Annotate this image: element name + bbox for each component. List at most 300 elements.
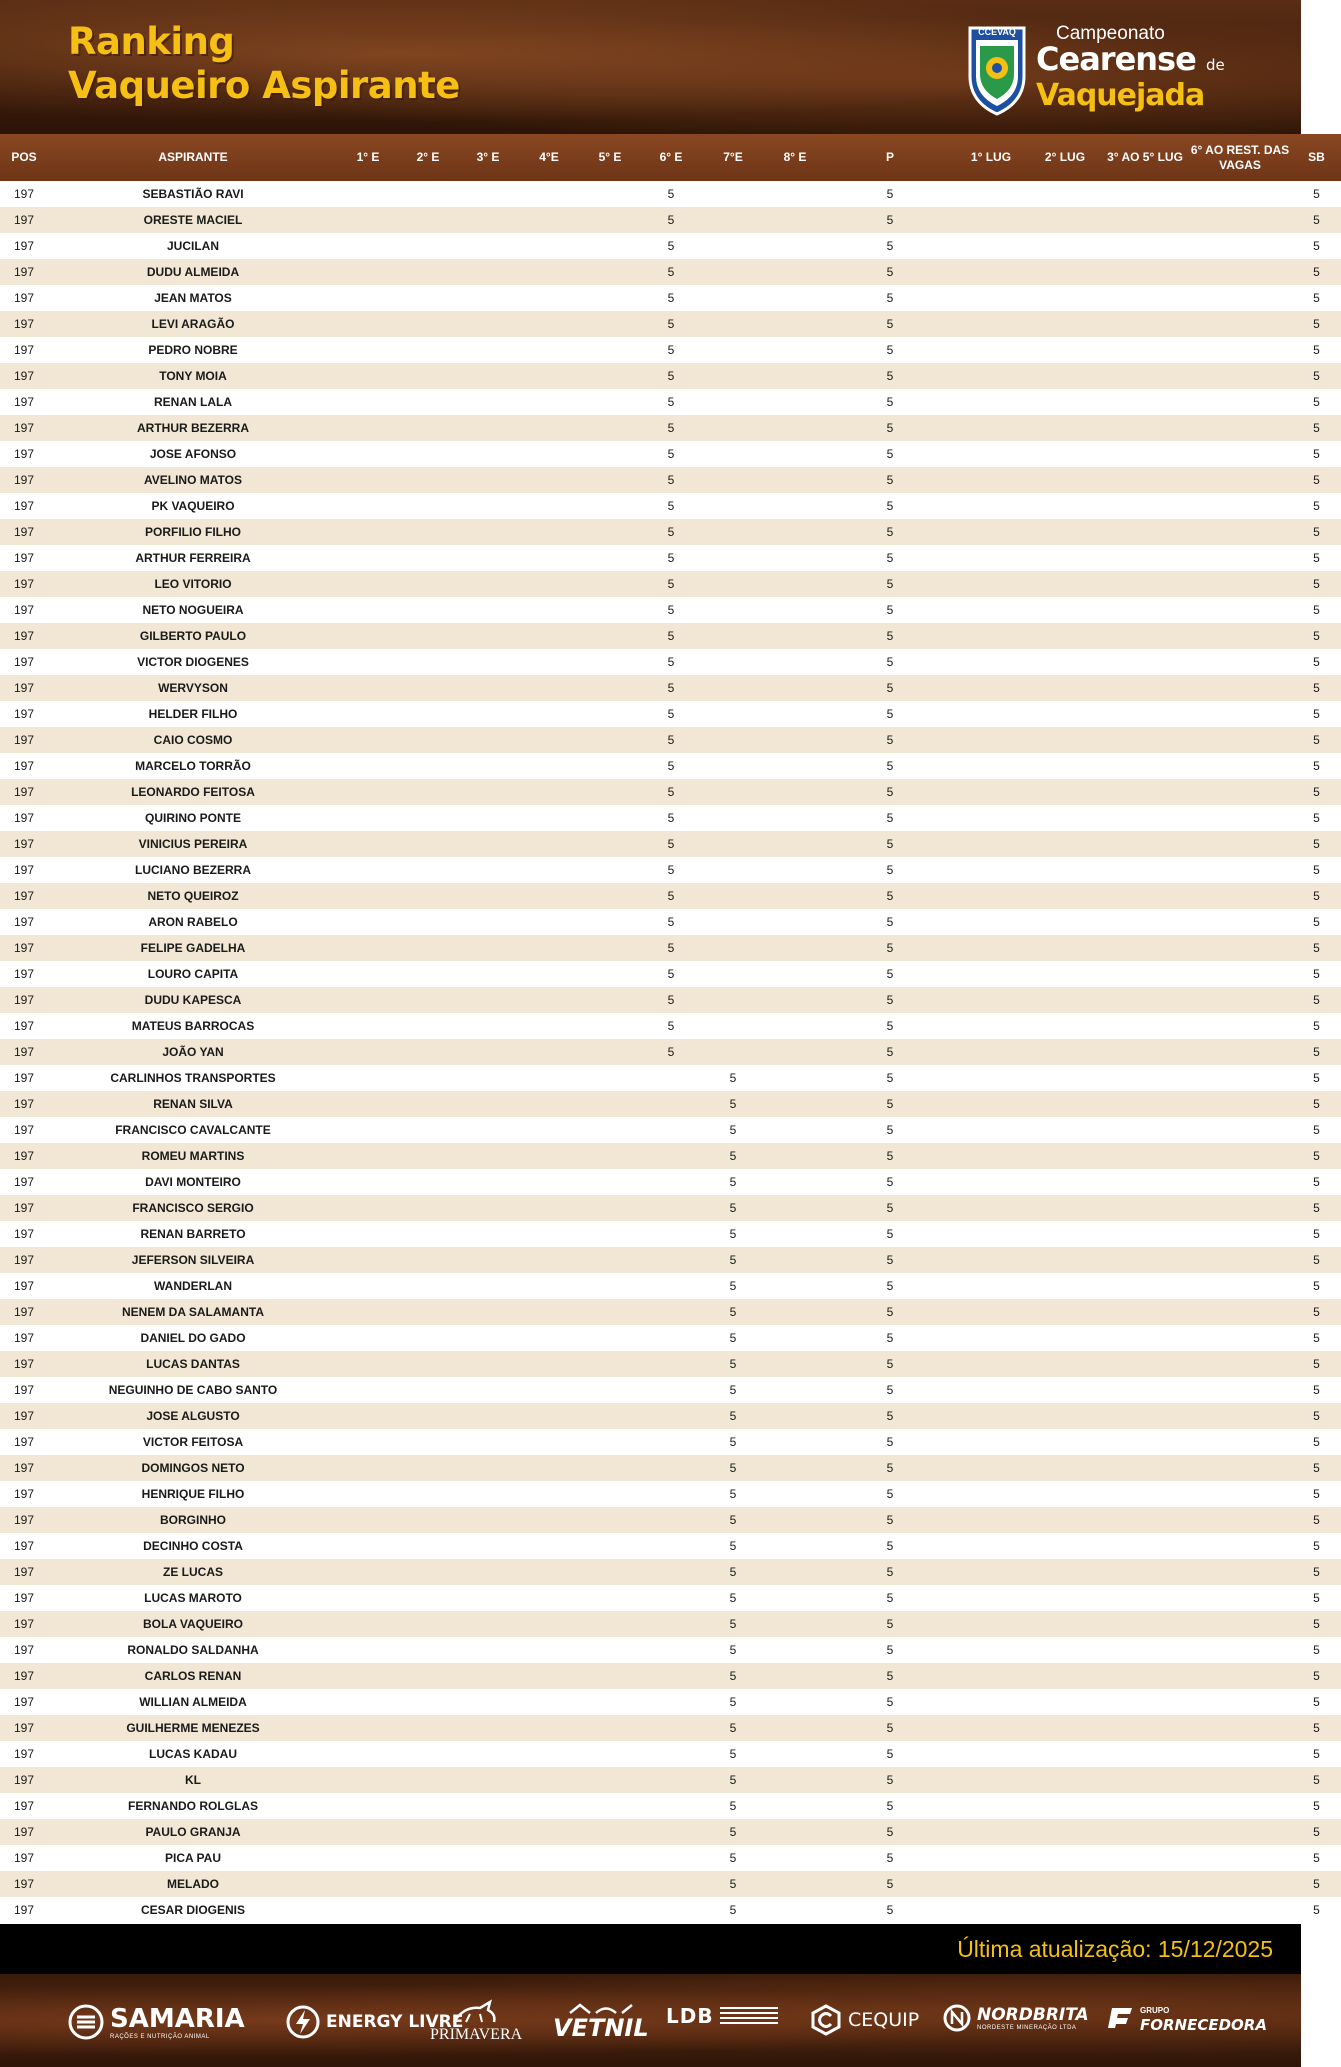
score-cell: [580, 753, 640, 779]
score-cell: [518, 857, 580, 883]
position-cell: 197: [0, 1065, 48, 1091]
score-cell: [640, 1091, 702, 1117]
score-cell: [458, 1299, 518, 1325]
position-cell: 197: [0, 701, 48, 727]
aspirant-name-cell: HENRIQUE FILHO: [48, 1481, 338, 1507]
score-cell: [1102, 519, 1188, 545]
score-cell: [338, 1325, 398, 1351]
aspirant-name-cell: ARTHUR FERREIRA: [48, 545, 338, 571]
score-cell: [580, 207, 640, 233]
table-row: [0, 1819, 1341, 1845]
score-cell: [954, 1299, 1028, 1325]
score-cell: [518, 1117, 580, 1143]
score-cell: [1188, 1117, 1292, 1143]
score-cell: [764, 857, 826, 883]
score-cell: 5: [1292, 1091, 1341, 1117]
score-cell: 5: [702, 1195, 764, 1221]
score-cell: [954, 779, 1028, 805]
score-cell: 5: [826, 337, 954, 363]
score-cell: [338, 441, 398, 467]
score-cell: [640, 1611, 702, 1637]
score-cell: [954, 597, 1028, 623]
score-cell: [954, 1767, 1028, 1793]
score-cell: 5: [640, 363, 702, 389]
score-cell: [1028, 181, 1102, 207]
position-cell: 197: [0, 467, 48, 493]
score-cell: [580, 311, 640, 337]
score-cell: 5: [1292, 233, 1341, 259]
score-cell: [1028, 311, 1102, 337]
score-cell: [640, 1221, 702, 1247]
score-cell: [398, 1065, 458, 1091]
score-cell: 5: [702, 1091, 764, 1117]
score-cell: 5: [1292, 1455, 1341, 1481]
score-cell: [702, 363, 764, 389]
position-cell: 197: [0, 1403, 48, 1429]
score-cell: [518, 649, 580, 675]
table-row: [0, 337, 1341, 363]
score-cell: [954, 1351, 1028, 1377]
score-cell: 5: [702, 1741, 764, 1767]
score-cell: [338, 337, 398, 363]
score-cell: [518, 519, 580, 545]
score-cell: [1102, 909, 1188, 935]
score-cell: [1188, 337, 1292, 363]
score-cell: [1188, 1715, 1292, 1741]
score-cell: [518, 701, 580, 727]
score-cell: [398, 857, 458, 883]
score-cell: [954, 363, 1028, 389]
score-cell: 5: [826, 1533, 954, 1559]
position-cell: 197: [0, 1611, 48, 1637]
score-cell: [1028, 1065, 1102, 1091]
score-cell: [1102, 207, 1188, 233]
score-cell: [338, 1871, 398, 1897]
table-row: [0, 1299, 1341, 1325]
score-cell: [954, 831, 1028, 857]
score-cell: [338, 857, 398, 883]
score-cell: [640, 1793, 702, 1819]
score-cell: [764, 467, 826, 493]
score-cell: 5: [826, 1221, 954, 1247]
score-cell: 5: [702, 1065, 764, 1091]
score-cell: [954, 259, 1028, 285]
score-cell: 5: [640, 1013, 702, 1039]
table-row: [0, 415, 1341, 441]
score-cell: [458, 1871, 518, 1897]
score-cell: [954, 389, 1028, 415]
column-header: 6° AO REST. DAS VAGAS: [1188, 134, 1292, 181]
score-cell: [398, 597, 458, 623]
score-cell: [398, 1845, 458, 1871]
score-cell: [518, 1455, 580, 1481]
score-cell: 5: [702, 1585, 764, 1611]
score-cell: [580, 1559, 640, 1585]
score-cell: 5: [640, 181, 702, 207]
score-cell: [1188, 1377, 1292, 1403]
position-cell: 197: [0, 961, 48, 987]
score-cell: 5: [640, 857, 702, 883]
score-cell: [458, 909, 518, 935]
score-cell: [518, 493, 580, 519]
score-cell: 5: [1292, 1897, 1341, 1923]
score-cell: [1188, 519, 1292, 545]
score-cell: [1102, 181, 1188, 207]
score-cell: 5: [702, 1455, 764, 1481]
score-cell: [338, 961, 398, 987]
score-cell: [458, 441, 518, 467]
score-cell: [1028, 987, 1102, 1013]
score-cell: [954, 415, 1028, 441]
score-cell: [1188, 1871, 1292, 1897]
score-cell: [764, 207, 826, 233]
score-cell: [764, 441, 826, 467]
score-cell: 5: [1292, 987, 1341, 1013]
logo-cearense: Cearense: [1036, 40, 1196, 78]
position-cell: 197: [0, 753, 48, 779]
score-cell: [580, 1377, 640, 1403]
score-cell: [640, 1845, 702, 1871]
score-cell: 5: [826, 1767, 954, 1793]
score-cell: [458, 597, 518, 623]
score-cell: [1188, 961, 1292, 987]
score-cell: [1102, 649, 1188, 675]
aspirant-name-cell: GILBERTO PAULO: [48, 623, 338, 649]
aspirant-name-cell: JEFERSON SILVEIRA: [48, 1247, 338, 1273]
score-cell: 5: [702, 1689, 764, 1715]
position-cell: 197: [0, 1845, 48, 1871]
score-cell: 5: [702, 1767, 764, 1793]
aspirant-name-cell: MARCELO TORRÃO: [48, 753, 338, 779]
score-cell: [398, 1663, 458, 1689]
score-cell: [518, 597, 580, 623]
score-cell: [398, 1013, 458, 1039]
table-row: [0, 1013, 1341, 1039]
column-header: P: [826, 134, 954, 181]
score-cell: [702, 753, 764, 779]
table-body: [0, 181, 1341, 1923]
table-row: [0, 935, 1341, 961]
score-cell: [764, 285, 826, 311]
score-cell: [640, 1715, 702, 1741]
score-cell: 5: [1292, 545, 1341, 571]
score-cell: [702, 779, 764, 805]
page-title: [68, 20, 460, 108]
score-cell: [954, 1689, 1028, 1715]
score-cell: 5: [1292, 467, 1341, 493]
score-cell: [1028, 1455, 1102, 1481]
score-cell: [1188, 311, 1292, 337]
score-cell: 5: [826, 857, 954, 883]
table-row: [0, 961, 1341, 987]
score-cell: [954, 1247, 1028, 1273]
score-cell: [764, 415, 826, 441]
score-cell: 5: [826, 363, 954, 389]
aspirant-name-cell: LEONARDO FEITOSA: [48, 779, 338, 805]
score-cell: [458, 363, 518, 389]
score-cell: [518, 1819, 580, 1845]
score-cell: [518, 467, 580, 493]
last-update-text: Última atualização: 15/12/2025: [957, 1936, 1273, 1962]
table-row: [0, 597, 1341, 623]
score-cell: [398, 1195, 458, 1221]
position-cell: 197: [0, 1117, 48, 1143]
score-cell: [1028, 1195, 1102, 1221]
aspirant-name-cell: WANDERLAN: [48, 1273, 338, 1299]
score-cell: 5: [826, 883, 954, 909]
score-cell: [518, 1065, 580, 1091]
score-cell: [1188, 1663, 1292, 1689]
score-cell: [954, 311, 1028, 337]
score-cell: [640, 1871, 702, 1897]
table-row: [0, 1533, 1341, 1559]
score-cell: 5: [702, 1715, 764, 1741]
position-cell: 197: [0, 987, 48, 1013]
score-cell: [580, 1767, 640, 1793]
title-line-1: Ranking: [68, 20, 235, 63]
score-cell: 5: [826, 1559, 954, 1585]
score-cell: [1102, 1429, 1188, 1455]
score-cell: 5: [826, 233, 954, 259]
score-cell: [1102, 1325, 1188, 1351]
score-cell: 5: [826, 1585, 954, 1611]
table-row: [0, 1871, 1341, 1897]
score-cell: [458, 1117, 518, 1143]
score-cell: 5: [640, 727, 702, 753]
score-cell: [1188, 493, 1292, 519]
score-cell: [338, 701, 398, 727]
score-cell: [954, 623, 1028, 649]
score-cell: [398, 233, 458, 259]
aspirant-name-cell: VINICIUS PEREIRA: [48, 831, 338, 857]
score-cell: 5: [826, 1481, 954, 1507]
score-cell: [398, 545, 458, 571]
score-cell: [1028, 1715, 1102, 1741]
score-cell: [954, 1221, 1028, 1247]
position-cell: 197: [0, 1091, 48, 1117]
score-cell: [518, 1429, 580, 1455]
score-cell: 5: [702, 1117, 764, 1143]
score-cell: 5: [702, 1637, 764, 1663]
score-cell: [954, 1793, 1028, 1819]
score-cell: [518, 311, 580, 337]
score-cell: [458, 285, 518, 311]
position-cell: 197: [0, 233, 48, 259]
aspirant-name-cell: PAULO GRANJA: [48, 1819, 338, 1845]
score-cell: [702, 415, 764, 441]
score-cell: 5: [826, 1455, 954, 1481]
score-cell: [1102, 415, 1188, 441]
position-cell: 197: [0, 1195, 48, 1221]
score-cell: [398, 649, 458, 675]
table-row: [0, 519, 1341, 545]
score-cell: [398, 181, 458, 207]
position-cell: 197: [0, 493, 48, 519]
score-cell: [338, 1065, 398, 1091]
score-cell: [580, 1039, 640, 1065]
score-cell: [1188, 233, 1292, 259]
score-cell: [338, 883, 398, 909]
score-cell: [1102, 1741, 1188, 1767]
position-cell: 197: [0, 337, 48, 363]
score-cell: [338, 493, 398, 519]
score-cell: [1102, 831, 1188, 857]
score-cell: [764, 623, 826, 649]
score-cell: 5: [1292, 1403, 1341, 1429]
table-row: [0, 1611, 1341, 1637]
score-cell: [338, 1039, 398, 1065]
score-cell: [1188, 441, 1292, 467]
score-cell: [338, 1585, 398, 1611]
score-cell: 5: [640, 415, 702, 441]
score-cell: [954, 727, 1028, 753]
position-cell: 197: [0, 571, 48, 597]
score-cell: 5: [826, 1403, 954, 1429]
score-cell: [1102, 1143, 1188, 1169]
score-cell: [764, 1611, 826, 1637]
score-cell: [580, 883, 640, 909]
score-cell: [458, 727, 518, 753]
aspirant-name-cell: PEDRO NOBRE: [48, 337, 338, 363]
score-cell: 5: [702, 1377, 764, 1403]
score-cell: [640, 1741, 702, 1767]
score-cell: [398, 389, 458, 415]
score-cell: [954, 1637, 1028, 1663]
aspirant-name-cell: NEGUINHO DE CABO SANTO: [48, 1377, 338, 1403]
score-cell: [398, 519, 458, 545]
score-cell: [764, 571, 826, 597]
score-cell: [518, 1013, 580, 1039]
score-cell: [338, 285, 398, 311]
score-cell: [954, 519, 1028, 545]
position-cell: 197: [0, 1663, 48, 1689]
score-cell: [1028, 259, 1102, 285]
score-cell: [1028, 1585, 1102, 1611]
aspirant-name-cell: QUIRINO PONTE: [48, 805, 338, 831]
score-cell: 5: [826, 1689, 954, 1715]
score-cell: [1188, 727, 1292, 753]
position-cell: 197: [0, 363, 48, 389]
score-cell: 5: [1292, 337, 1341, 363]
score-cell: [1028, 1169, 1102, 1195]
score-cell: [518, 1273, 580, 1299]
score-cell: [764, 701, 826, 727]
column-header: 2° E: [398, 134, 458, 181]
table-row: [0, 649, 1341, 675]
score-cell: [1028, 623, 1102, 649]
score-cell: [458, 1065, 518, 1091]
score-cell: 5: [702, 1429, 764, 1455]
score-cell: [1188, 1585, 1292, 1611]
score-cell: [1188, 1351, 1292, 1377]
score-cell: 5: [1292, 1741, 1341, 1767]
score-cell: 5: [702, 1481, 764, 1507]
table-row: [0, 1273, 1341, 1299]
score-cell: 5: [702, 1663, 764, 1689]
score-cell: [764, 1221, 826, 1247]
score-cell: 5: [1292, 727, 1341, 753]
score-cell: 5: [826, 1351, 954, 1377]
score-cell: [458, 1845, 518, 1871]
score-cell: [398, 363, 458, 389]
score-cell: 5: [826, 1065, 954, 1091]
score-cell: [954, 1481, 1028, 1507]
score-cell: [1102, 1351, 1188, 1377]
score-cell: [458, 1585, 518, 1611]
aspirant-name-cell: GUILHERME MENEZES: [48, 1715, 338, 1741]
score-cell: [580, 675, 640, 701]
score-cell: [640, 1429, 702, 1455]
score-cell: [1028, 337, 1102, 363]
score-cell: 5: [826, 467, 954, 493]
score-cell: [580, 441, 640, 467]
score-cell: [640, 1585, 702, 1611]
score-cell: [1188, 1741, 1292, 1767]
score-cell: 5: [1292, 181, 1341, 207]
score-cell: [640, 1351, 702, 1377]
score-cell: [1102, 1585, 1188, 1611]
score-cell: 5: [1292, 1637, 1341, 1663]
score-cell: [518, 1299, 580, 1325]
score-cell: [458, 779, 518, 805]
score-cell: [338, 1715, 398, 1741]
position-cell: 197: [0, 1247, 48, 1273]
score-cell: [954, 1039, 1028, 1065]
score-cell: [764, 1403, 826, 1429]
aspirant-name-cell: NETO QUEIROZ: [48, 883, 338, 909]
ldb-name: LDB: [666, 2004, 714, 2028]
position-cell: 197: [0, 1351, 48, 1377]
score-cell: [1102, 1221, 1188, 1247]
score-cell: [580, 545, 640, 571]
score-cell: [580, 1013, 640, 1039]
score-cell: [954, 1403, 1028, 1429]
score-cell: [518, 1377, 580, 1403]
score-cell: [1102, 675, 1188, 701]
aspirant-name-cell: KL: [48, 1767, 338, 1793]
score-cell: [1028, 1221, 1102, 1247]
score-cell: 5: [702, 1247, 764, 1273]
score-cell: [1028, 701, 1102, 727]
score-cell: [1028, 753, 1102, 779]
score-cell: [580, 233, 640, 259]
score-cell: [518, 1403, 580, 1429]
score-cell: 5: [1292, 1195, 1341, 1221]
score-cell: [580, 181, 640, 207]
sponsor-energy-livre: [286, 2004, 464, 2040]
logo-de: de: [1205, 56, 1225, 74]
score-cell: [580, 1429, 640, 1455]
score-cell: [518, 259, 580, 285]
score-cell: [764, 1117, 826, 1143]
aspirant-name-cell: LUCIANO BEZERRA: [48, 857, 338, 883]
score-cell: [580, 1871, 640, 1897]
score-cell: 5: [826, 675, 954, 701]
score-cell: [764, 1325, 826, 1351]
score-cell: [1188, 1039, 1292, 1065]
position-cell: 197: [0, 1897, 48, 1923]
score-cell: 5: [1292, 1689, 1341, 1715]
aspirant-name-cell: JOSE AFONSO: [48, 441, 338, 467]
position-cell: 197: [0, 1689, 48, 1715]
score-cell: [518, 285, 580, 311]
score-cell: [1188, 1273, 1292, 1299]
score-cell: [398, 1351, 458, 1377]
score-cell: 5: [1292, 675, 1341, 701]
position-cell: 197: [0, 883, 48, 909]
score-cell: [338, 779, 398, 805]
score-cell: [1102, 545, 1188, 571]
